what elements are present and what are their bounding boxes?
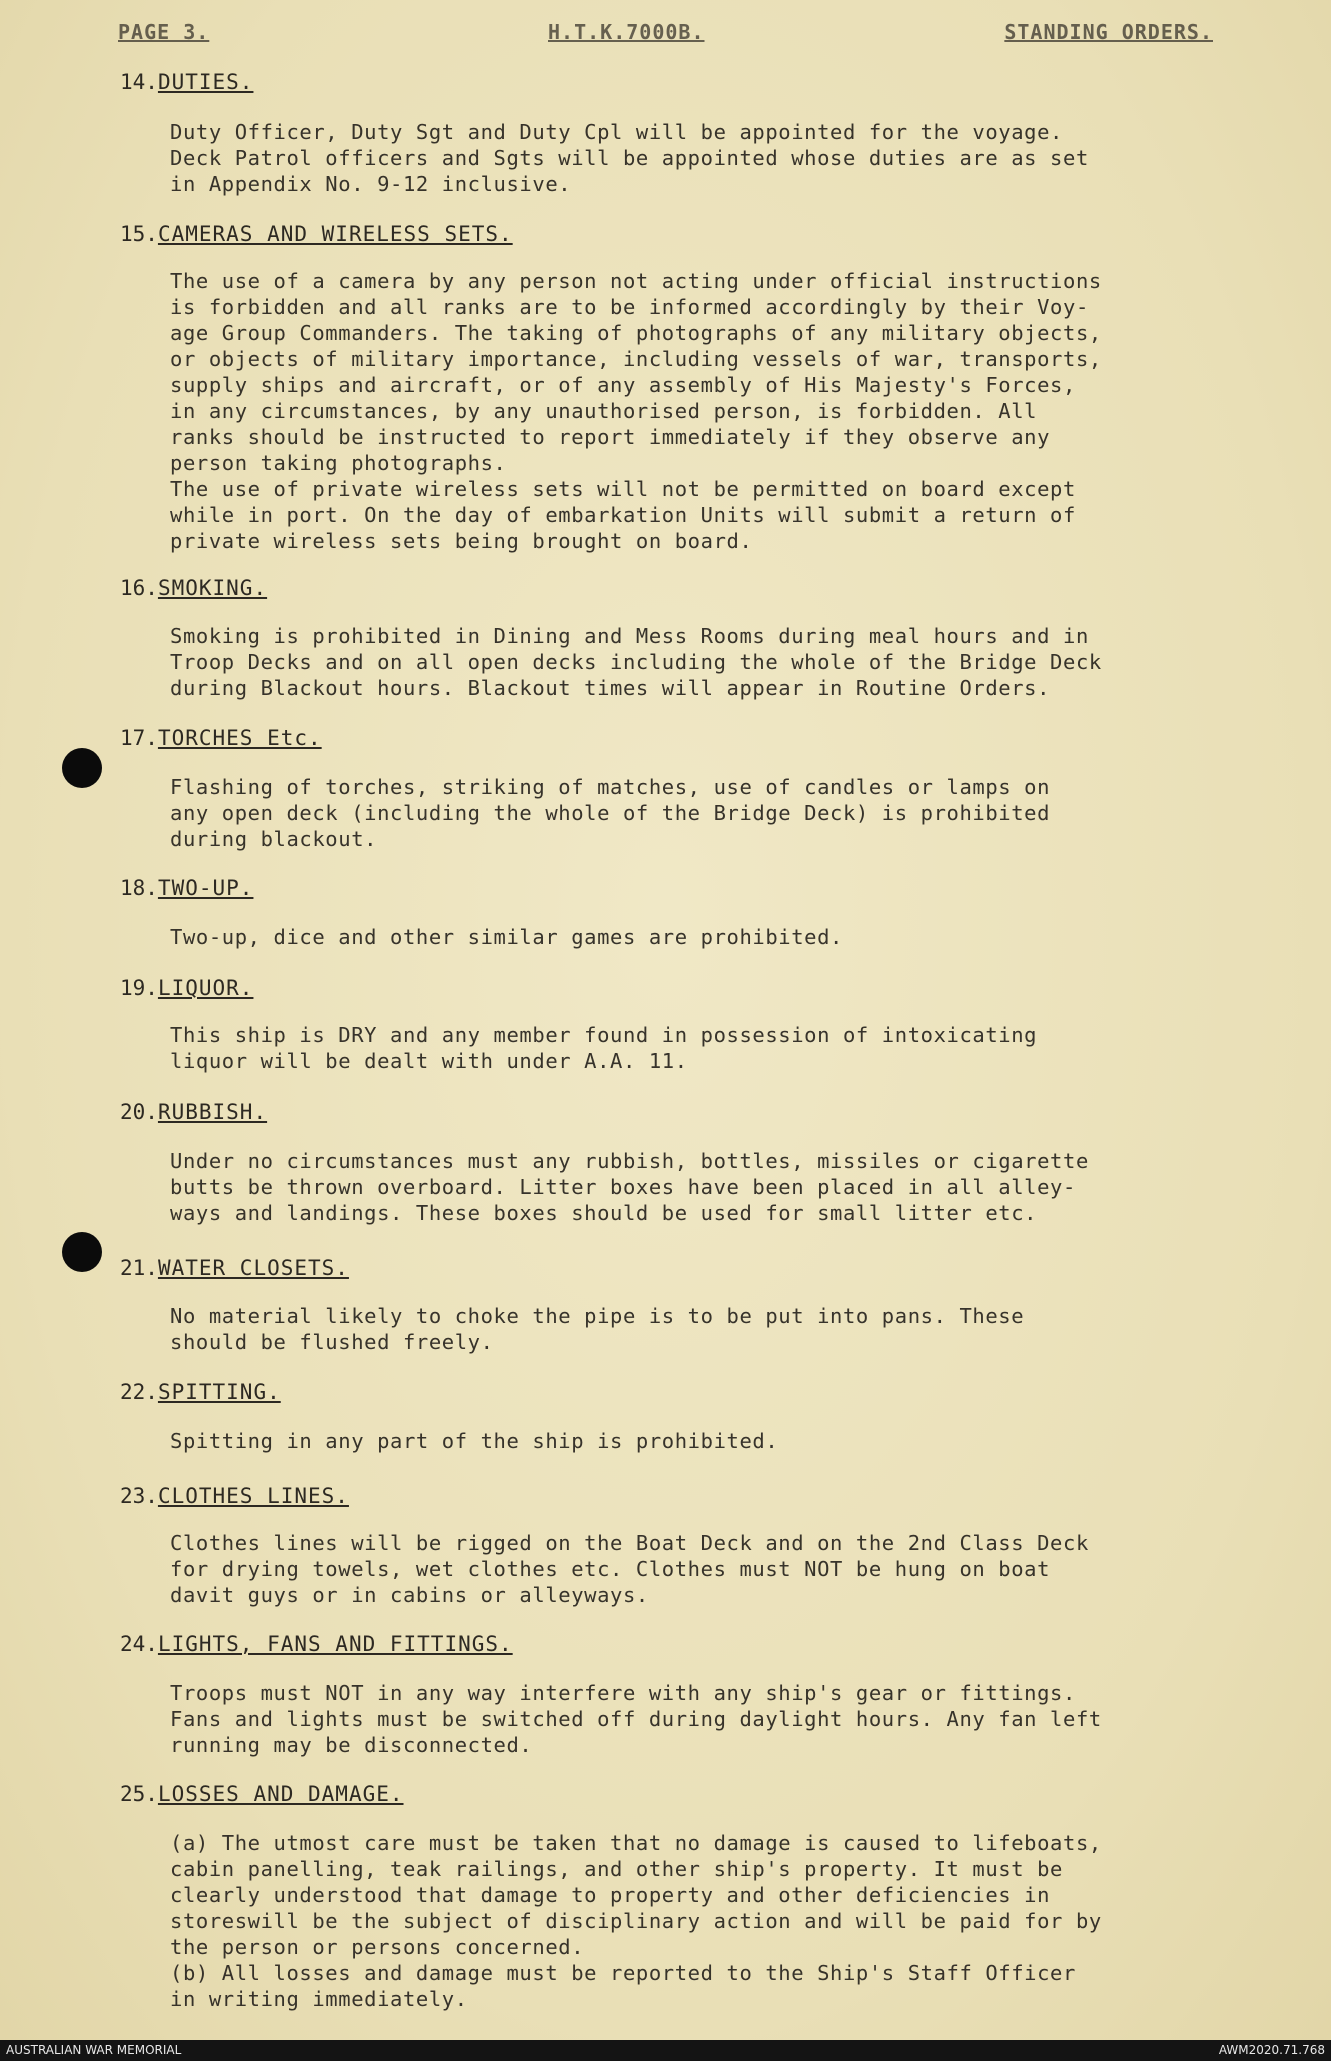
section-body: Clothes lines will be rigged on the Boat Deck and on the 2nd Class Deck for drying towels, wet clothes etc. Clothes must NOT be hung on boat davit guys or in cabins or alleyways.: [170, 1531, 1089, 1607]
section-number: 24.: [120, 1632, 158, 1656]
section-title: RUBBISH.: [157, 1100, 268, 1124]
section-body: Under no circumstances must any rubbish, bottles, missiles or cigarette butts be thrown overboard. Litter boxes have been placed in all alley- ways and landings. These boxes should be used for small litter etc.: [170, 1149, 1089, 1225]
archive-footer: [0, 2040, 1331, 2061]
section-title: SPITTING.: [157, 1380, 281, 1404]
header-page-number: PAGE 3.: [118, 20, 210, 44]
section-number: 16.: [120, 576, 158, 600]
section-heading: [120, 222, 513, 246]
section-body: This ship is DRY and any member found in possession of intoxicating liquor will be dealt with under A.A. 11.: [170, 1023, 1038, 1073]
section-heading: [120, 1380, 281, 1404]
section-number: 19.: [120, 976, 158, 1000]
section-body: No material likely to choke the pipe is to be put into pans. These should be flushed freely.: [170, 1304, 1025, 1354]
section-heading: [120, 576, 267, 600]
section-number: 17.: [120, 726, 158, 750]
section-title: SMOKING.: [157, 576, 268, 600]
section-body: Spitting in any part of the ship is prohibited.: [170, 1429, 779, 1453]
section-heading: [120, 1100, 267, 1124]
archive-name: AUSTRALIAN WAR MEMORIAL: [6, 2043, 182, 2057]
section-number: 14.: [120, 70, 158, 94]
section-heading: [120, 70, 253, 94]
section-title: WATER CLOSETS.: [157, 1256, 349, 1280]
section-title: TORCHES Etc.: [157, 726, 322, 750]
section-title: TWO-UP.: [157, 876, 254, 900]
section-number: 21.: [120, 1256, 158, 1280]
section-title: LIGHTS, FANS AND FITTINGS.: [157, 1632, 513, 1656]
punch-hole-top: [62, 748, 102, 788]
header-title: STANDING ORDERS.: [1004, 20, 1213, 44]
archive-reference: AWM2020.71.768: [1218, 2043, 1325, 2057]
section-body: Flashing of torches, striking of matches, use of candles or lamps on any open deck (including the whole of the Bridge Deck) is prohibited during blackout.: [170, 775, 1051, 851]
section-number: 23.: [120, 1484, 158, 1508]
section-heading: [120, 876, 253, 900]
section-body: Smoking is prohibited in Dining and Mess Rooms during meal hours and in Troop Decks and on all open decks including the whole of the Bridge Deck during Blackout hours. Blackout times will appear in Routine Orders.: [170, 624, 1102, 700]
section-number: 15.: [120, 222, 158, 246]
section-body: (a) The utmost care must be taken that no damage is caused to lifeboats, cabin panelling, teak railings, and other ship's property. It must be clearly understood that damage to property and other deficiencies in storeswill be the subject of disciplinary action and will be paid for by the person or persons concerned. (b) All losses and damage must be reported to the Ship's Staff Officer in writing immediately.: [170, 1831, 1102, 2011]
section-heading: [120, 1782, 404, 1806]
section-body: Troops must NOT in any way interfere with any ship's gear or fittings. Fans and lights must be switched off during daylight hours. Any fan left running may be disconnected.: [170, 1681, 1102, 1757]
section-number: 25.: [120, 1782, 158, 1806]
punch-hole-bottom: [62, 1232, 102, 1272]
section-body: Two-up, dice and other similar games are prohibited.: [170, 925, 843, 949]
page-header: [118, 20, 1213, 50]
section-title: CAMERAS AND WIRELESS SETS.: [157, 222, 513, 246]
section-heading: [120, 726, 322, 750]
section-title: DUTIES.: [157, 70, 254, 94]
section-heading: [120, 976, 253, 1000]
section-heading: [120, 1632, 513, 1656]
section-number: 22.: [120, 1380, 158, 1404]
section-heading: [120, 1484, 349, 1508]
section-heading: [120, 1256, 349, 1280]
section-number: 20.: [120, 1100, 158, 1124]
section-title: CLOTHES LINES.: [157, 1484, 349, 1508]
header-reference: H.T.K.7000B.: [548, 20, 705, 44]
section-number: 18.: [120, 876, 158, 900]
section-body: The use of a camera by any person not acting under official instructions is forbidden and all ranks are to be informed accordingly by their Voy- age Group Commanders. The taking of photographs of any military objects, or objects of military importance, including vessels of war, transports, supply ships and aircraft, or of any assembly of His Majesty's Forces, in any circumstances, by any unauthorised person, is forbidden. All ranks should be instructed to report immediately if they observe any person taking photographs. The use of private wireless sets will not be permitted on board except while in port. On the day of embarkation Units will submit a return of private wireless sets being brought on board.: [170, 269, 1102, 553]
section-body: Duty Officer, Duty Sgt and Duty Cpl will be appointed for the voyage. Deck Patrol officers and Sgts will be appointed whose duties are as set in Appendix No. 9-12 inclusive.: [170, 120, 1089, 196]
section-title: LIQUOR.: [157, 976, 254, 1000]
section-title: LOSSES AND DAMAGE.: [157, 1782, 404, 1806]
